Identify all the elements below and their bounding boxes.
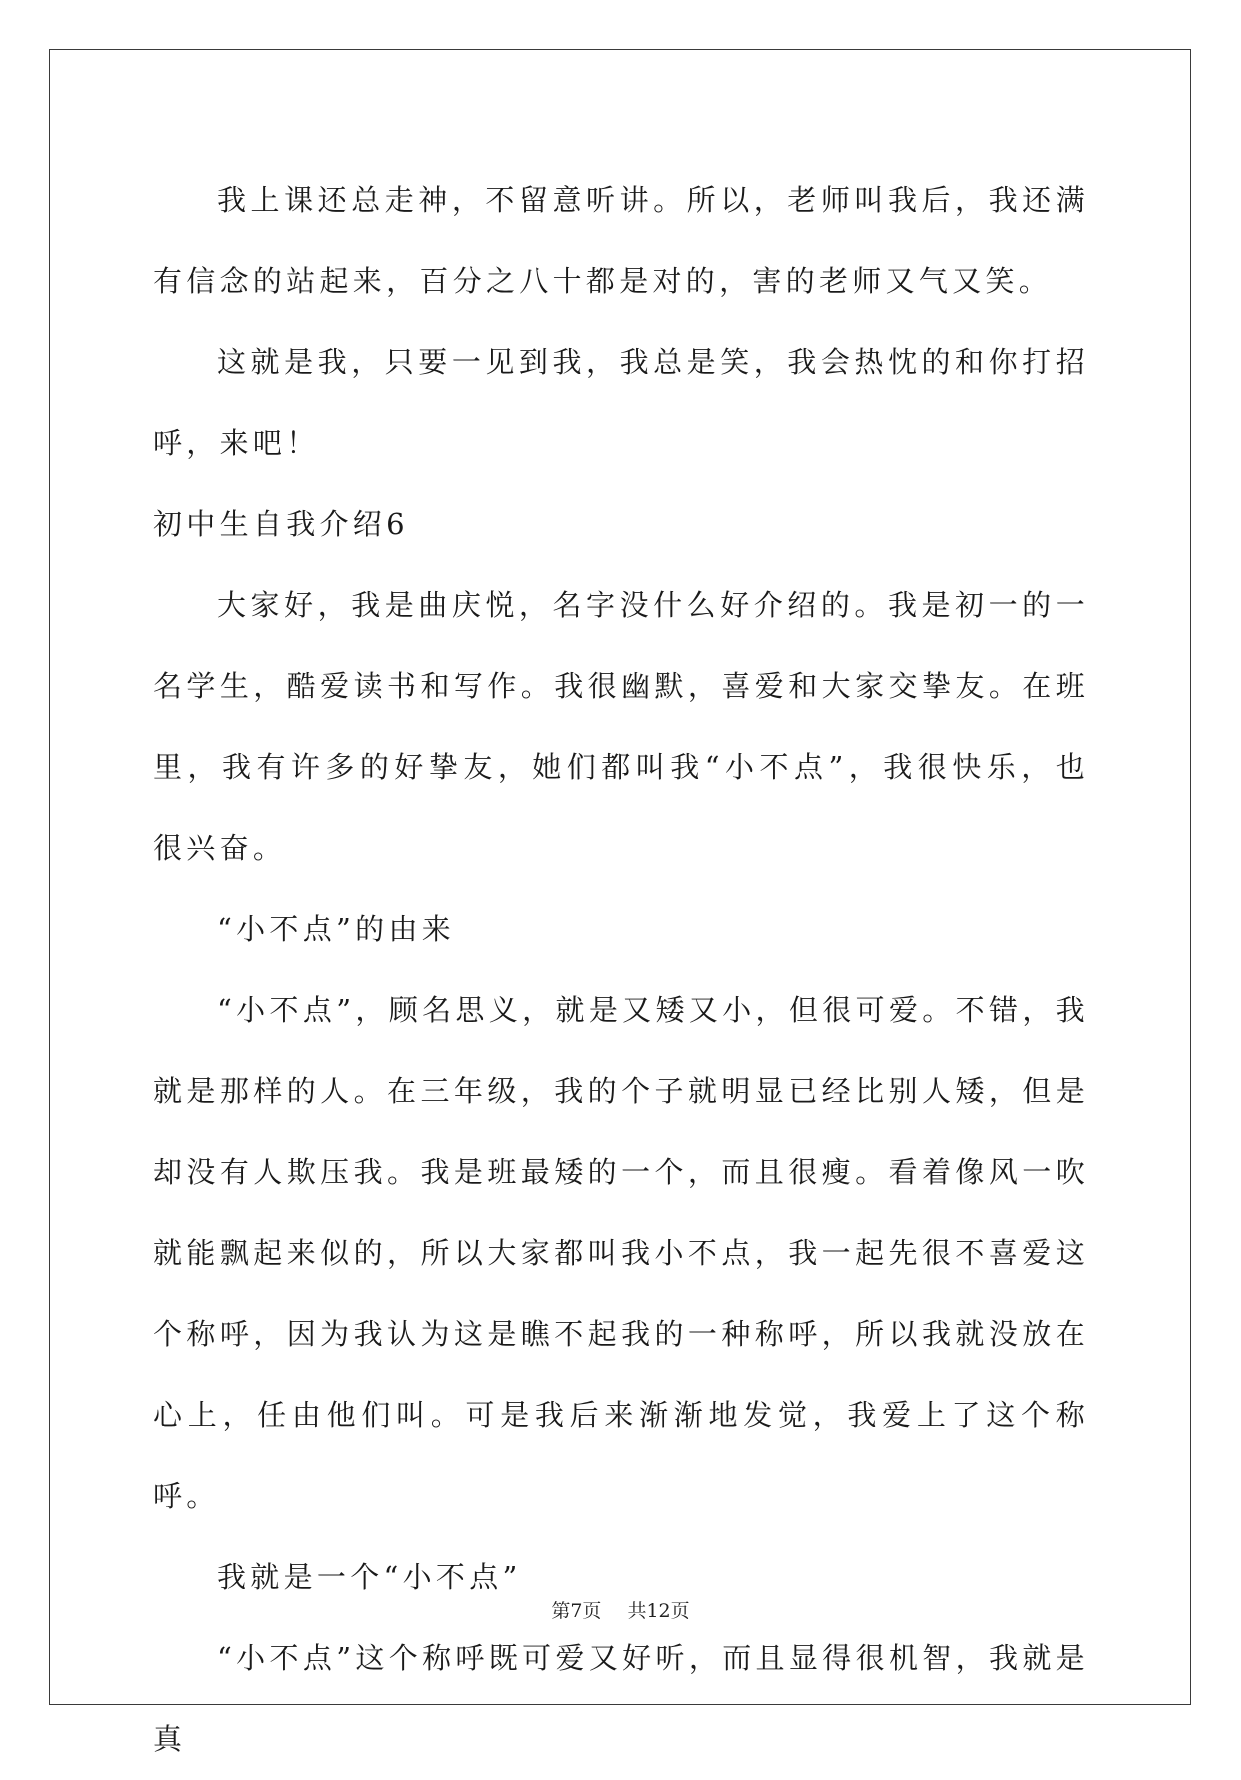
paragraph: 这就是我，只要一见到我，我总是笑，我会热忱的和你打招呼，来吧！ xyxy=(153,345,1089,460)
subheading: “小不点”的由来 xyxy=(217,912,456,946)
paragraph: “小不点”，顾名思义，就是又矮又小，但很可爱。不错，我就是那样的人。在三年级，我的个子就明显已经比别人矮，但是却没有人欺压我。我是班最矮的一个，而且很瘦。看着像风一吹就能飘起来似的，所以大家都叫我小不点，我一起先很不喜爱这个称呼，因为我认为这是瞧不起我的一种称呼，所以我就没放在心上，任由他们叫。可是我后来渐渐地发觉，我爱上了这个称呼。 xyxy=(153,993,1089,1513)
document-body xyxy=(153,160,1089,1780)
paragraph: 我上课还总走神，不留意听讲。所以，老师叫我后，我还满有信念的站起来，百分之八十都是对的，害的老师又气又笑。 xyxy=(153,183,1089,298)
page-number: 第7页 xyxy=(551,1600,602,1622)
page-total: 共12页 xyxy=(627,1600,690,1622)
subheading: 我就是一个“小不点” xyxy=(217,1560,522,1594)
paragraph: “小不点”这个称呼既可爱又好听，而且显得很机智，我就是真 xyxy=(153,1641,1089,1756)
page-footer xyxy=(0,1596,1241,1623)
section-heading: 初中生自我介绍6 xyxy=(153,507,409,541)
paragraph: 大家好，我是曲庆悦，名字没什么好介绍的。我是初一的一名学生，酷爱读书和写作。我很幽默，喜爱和大家交挚友。在班里，我有许多的好挚友，她们都叫我“小不点”，我很快乐，也很兴奋。 xyxy=(153,588,1089,865)
